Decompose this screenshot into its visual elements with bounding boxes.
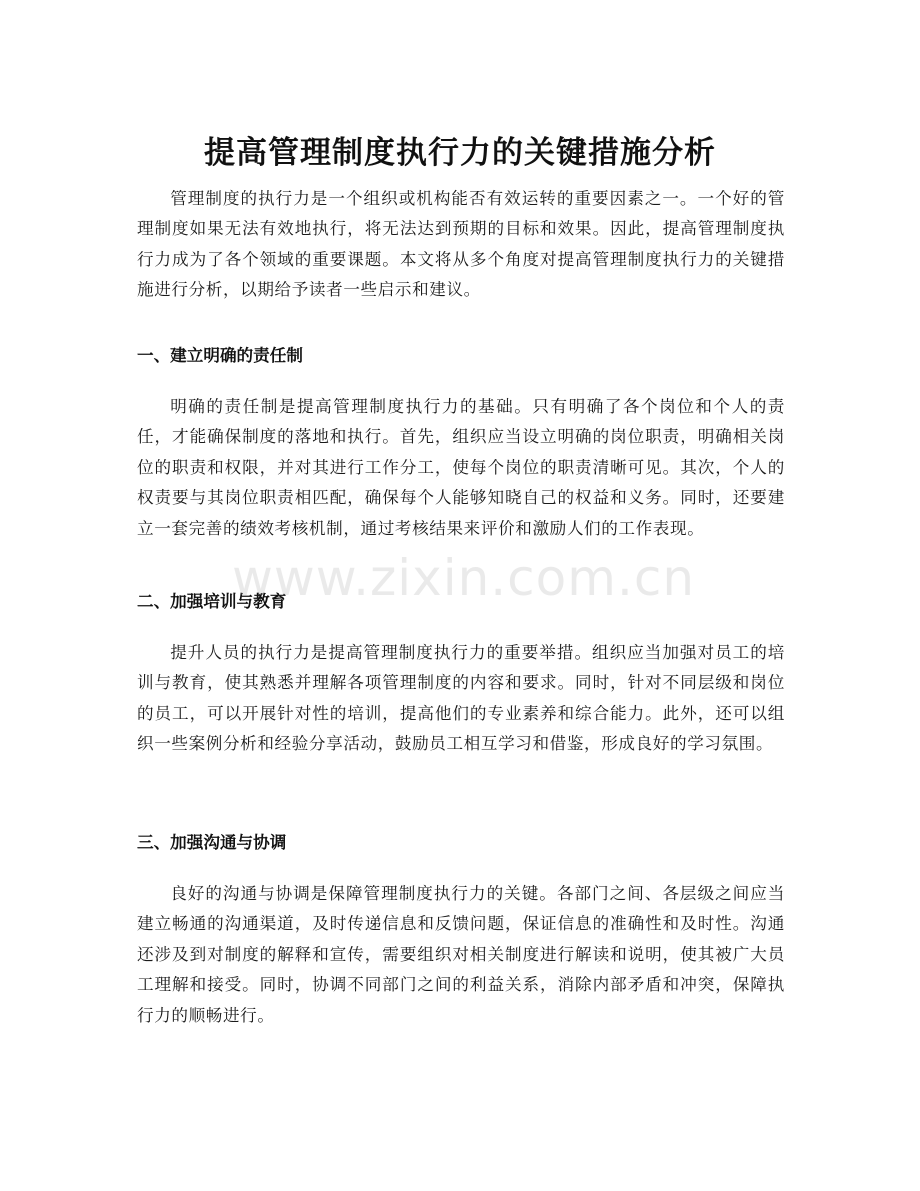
section-heading-2: 二、加强培训与教育 xyxy=(137,592,287,611)
watermark: www.zixin.com.cn xyxy=(232,549,696,607)
section-body-2: 提升人员的执行力是提高管理制度执行力的重要举措。组织应当加强对员工的培训与教育，使其熟悉并理解各项管理制度的内容和要求。同时，针对不同层级和岗位的员工，可以开展针对性的培训，提高他们的专业素养和综合能力。此外，还可以组织一些案例分析和经验分享活动，鼓励员工相互学习和借鉴，形成良好的学习氛围。 xyxy=(137,643,785,754)
section-body-1: 明确的责任制是提高管理制度执行力的基础。只有明确了各个岗位和个人的责任，才能确保制度的落地和执行。首先，组织应当设立明确的岗位职责，明确相关岗位的职责和权限，并对其进行工作分工，使每个岗位的职责清晰可见。其次，个人的权责要与其岗位职责相匹配，确保每个人能够知晓自己的权益和义务。同时，还要建立一套完善的绩效考核机制，通过考核结果来评价和激励人们的工作表现。 xyxy=(137,397,785,538)
document-title: 提高管理制度执行力的关键措施分析 xyxy=(204,134,716,171)
section-body-3: 良好的沟通与协调是保障管理制度执行力的关键。各部门之间、各层级之间应当建立畅通的沟通渠道，及时传递信息和反馈问题，保证信息的准确性和及时性。沟通还涉及到对制度的解释和宣传，需要组织对相关制度进行解读和说明，使其被广大员工理解和接受。同时，协调不同部门之间的利益关系，消除内部矛盾和冲突，保障执行力的顺畅进行。 xyxy=(137,884,785,1025)
section-heading-1: 一、建立明确的责任制 xyxy=(137,346,303,365)
section-heading-3: 三、加强沟通与协调 xyxy=(137,833,287,852)
intro-paragraph: 管理制度的执行力是一个组织或机构能否有效运转的重要因素之一。一个好的管理制度如果无法有效地执行，将无法达到预期的目标和效果。因此，提高管理制度执行力成为了各个领域的重要课题。本文将从多个角度对提高管理制度执行力的关键措施进行分析，以期给予读者一些启示和建议。 xyxy=(137,189,785,300)
